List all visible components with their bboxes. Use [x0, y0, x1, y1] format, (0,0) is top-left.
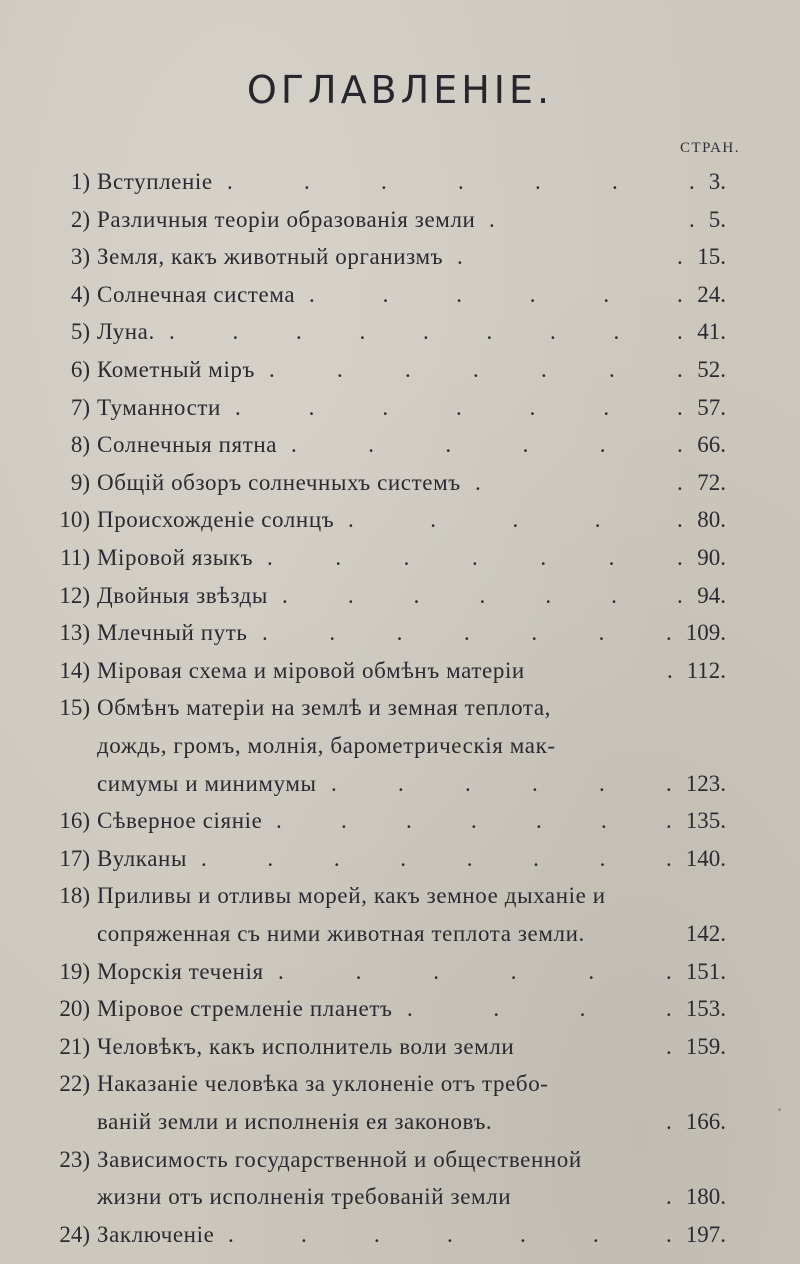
page-number: 72.	[697, 469, 726, 495]
entry-title: ваній земли и исполненія ея законовъ.	[97, 1109, 493, 1134]
entry-number: 19)	[59, 958, 90, 984]
leader-dot: .	[666, 845, 672, 871]
leader-dot: .	[291, 432, 297, 458]
leader-dot: .	[329, 620, 336, 646]
leader-dot: .	[169, 319, 175, 345]
page-number: 66.	[697, 432, 726, 458]
leader-dot: .	[666, 1033, 672, 1059]
entry-title: жизни отъ исполненія требованій земли	[97, 1184, 512, 1210]
leader-dot: .	[598, 620, 605, 646]
entry-number: 15)	[59, 695, 90, 721]
leader-dot: .	[473, 357, 479, 382]
leader-dot: .	[413, 582, 420, 608]
entry-number: 8)	[70, 432, 90, 458]
leader-dot: .	[355, 958, 362, 984]
leader-dot: .	[471, 808, 477, 834]
leader-dot: .	[341, 808, 347, 834]
leader-dot: .	[276, 808, 282, 834]
leader-dot: .	[486, 319, 493, 345]
entry-title: Міровая схема и міровой обмѣнъ матеріи	[97, 657, 525, 683]
toc-line	[0, 1103, 800, 1141]
leader-dot: .	[677, 545, 683, 570]
page-column-label: СТРАН.	[679, 140, 740, 156]
leader-dot: .	[359, 319, 366, 345]
leader-dot: .	[677, 582, 683, 608]
leader-dot: .	[333, 845, 340, 871]
leader-dot: .	[677, 319, 683, 345]
entry-title: дождь, громъ, молнія, барометрическія мак-	[97, 733, 556, 758]
toc-line	[0, 577, 800, 615]
leader-dot: .	[464, 620, 470, 646]
leader-dot: .	[458, 169, 464, 194]
entry-number: 1)	[70, 169, 90, 194]
leader-dot: .	[601, 808, 607, 834]
leader-dot: .	[533, 845, 539, 871]
leader-dot: .	[540, 545, 547, 570]
leader-dot: .	[309, 281, 315, 307]
leader-dot: .	[599, 845, 606, 871]
leader-dot: .	[308, 394, 315, 420]
toc-line	[0, 501, 800, 539]
leader-dot: .	[430, 507, 436, 533]
page-number: 153.	[685, 996, 726, 1022]
leader-dot: .	[531, 620, 538, 646]
page-number: 90.	[697, 545, 726, 570]
entry-title: симумы и минимумы	[97, 770, 317, 796]
leader-dot: .	[406, 808, 412, 834]
leader-dot: .	[381, 169, 387, 194]
entry-title: Міровой языкъ	[97, 545, 254, 570]
leader-dot: .	[677, 394, 683, 420]
entry-number: 4)	[70, 281, 90, 307]
entry-title: Человѣкъ, какъ исполнитель воли земли	[97, 1033, 515, 1059]
toc-line	[0, 1178, 800, 1216]
toc-line	[0, 727, 800, 765]
leader-dot: .	[456, 394, 462, 420]
leader-dot: .	[520, 1221, 526, 1247]
toc-line	[0, 1216, 800, 1254]
leader-dot: .	[609, 357, 615, 382]
leader-dot: .	[510, 958, 517, 984]
leader-dot: .	[535, 169, 541, 194]
page-number: 24.	[697, 281, 726, 307]
leader-dot: .	[677, 507, 683, 533]
leader-dot: .	[541, 357, 547, 382]
page-number: 140.	[685, 845, 726, 871]
leader-dot: .	[512, 507, 519, 533]
entry-title: Міровое стремленіе планетъ	[97, 996, 393, 1022]
leader-dot: .	[457, 244, 463, 270]
entry-title: Вулканы	[97, 845, 188, 871]
page-number: 159.	[685, 1033, 726, 1059]
leader-dot: .	[599, 432, 606, 458]
leader-dot: .	[396, 620, 403, 646]
entry-title: Обмѣнъ матеріи на землѣ и земная теплота,	[97, 695, 552, 721]
entry-number: 5)	[70, 319, 90, 345]
leader-dot: .	[465, 770, 471, 796]
leader-dot: .	[400, 845, 407, 871]
leader-dot: .	[593, 1221, 599, 1247]
leader-dot: .	[433, 958, 439, 984]
entry-number: 18)	[59, 883, 90, 909]
page-number: 135.	[685, 808, 726, 834]
page-number: 80.	[697, 507, 726, 533]
entry-number: 2)	[70, 206, 90, 232]
leader-dot: .	[677, 244, 683, 270]
leader-dot: .	[347, 582, 354, 608]
toc-line	[0, 539, 800, 577]
leader-dot: .	[374, 1221, 380, 1247]
page-number: 166.	[685, 1109, 726, 1134]
entry-title: Двойныя звѣзды	[97, 582, 268, 608]
leader-dot: .	[612, 169, 618, 194]
entry-title: Заключеніе	[97, 1221, 215, 1247]
entry-number: 9)	[70, 469, 90, 495]
leader-dot: .	[282, 582, 288, 608]
entry-number: 12)	[59, 582, 90, 608]
entry-number: 24)	[59, 1221, 90, 1247]
toc-line	[0, 1065, 800, 1103]
leader-dot: .	[545, 582, 552, 608]
leader-dot: .	[667, 657, 673, 683]
entry-title: Различныя теоріи образованія земли	[97, 206, 476, 232]
toc-line	[0, 765, 800, 803]
leader-dot: .	[529, 281, 536, 307]
leader-dot: .	[479, 582, 486, 608]
page-number: 94.	[697, 582, 726, 608]
leader-dot: .	[382, 281, 389, 307]
toc-line	[0, 313, 800, 351]
entry-number: 17)	[59, 845, 90, 871]
toc-line	[0, 1141, 800, 1179]
page-number: 5.	[708, 206, 726, 232]
page-number: 142.	[685, 921, 726, 946]
leader-dot: .	[475, 469, 481, 495]
entry-number: 10)	[59, 507, 90, 533]
leader-dot: .	[201, 845, 207, 871]
leader-dot: .	[262, 620, 268, 646]
entry-title: Сѣверное сіяніе	[97, 808, 263, 834]
leader-dot: .	[677, 469, 683, 495]
leader-dot: .	[337, 357, 343, 382]
paper-speck	[778, 1108, 781, 1111]
toc-line	[0, 163, 800, 201]
leader-dot: .	[666, 996, 672, 1022]
toc-line	[0, 802, 800, 840]
leader-dot: .	[331, 770, 337, 796]
toc-line	[0, 652, 800, 690]
leader-dot: .	[335, 545, 342, 570]
page-number: 41.	[697, 319, 726, 345]
leader-dot: .	[522, 432, 529, 458]
entry-title: Вступленіе	[97, 169, 213, 194]
toc-line	[0, 953, 800, 991]
leader-dot: .	[348, 507, 354, 533]
entry-title: Луна.	[97, 319, 155, 345]
leader-dot: .	[689, 169, 695, 194]
entry-title: Происхожденіе солнцъ	[97, 507, 335, 533]
entry-title: Солнечныя пятна	[97, 432, 278, 458]
page-number: 15.	[697, 244, 726, 270]
toc-line	[0, 238, 800, 276]
entry-title: Солнечная система	[97, 281, 296, 307]
leader-dot: .	[423, 319, 429, 345]
leader-dot: .	[594, 507, 601, 533]
leader-dot: .	[666, 770, 672, 796]
entry-title: Приливы и отливы морей, какъ земное дыханіе и	[97, 883, 606, 909]
leader-dot: .	[489, 206, 495, 232]
entry-title: Морскія теченія	[97, 958, 264, 984]
toc-line	[0, 877, 800, 915]
leader-dot: .	[447, 1221, 453, 1247]
leader-dot: .	[666, 1184, 672, 1210]
entry-number: 13)	[59, 620, 90, 646]
leader-dot: .	[232, 319, 239, 345]
leader-dot: .	[407, 996, 413, 1022]
entry-number: 16)	[59, 808, 90, 834]
entry-title: Наказаніе человѣка за уклоненіе отъ требо-	[97, 1071, 549, 1097]
toc-line	[0, 614, 800, 652]
leader-dot: .	[466, 845, 473, 871]
page-number: 197.	[685, 1221, 726, 1247]
entry-number: 20)	[59, 996, 90, 1022]
entry-number: 23)	[59, 1146, 90, 1172]
leader-dot: .	[666, 958, 672, 984]
toc-line	[0, 389, 800, 427]
leader-dot: .	[603, 394, 610, 420]
leader-dot: .	[296, 319, 302, 345]
leader-dot: .	[677, 357, 683, 382]
page-number: 109.	[685, 620, 726, 646]
leader-dot: .	[689, 206, 695, 232]
entry-title: Общій обзоръ солнечныхъ системъ	[97, 469, 461, 495]
leader-dot: .	[529, 394, 536, 420]
leader-dot: .	[536, 808, 542, 834]
leader-dot: .	[493, 996, 500, 1022]
entry-title: Кометный міръ	[97, 357, 256, 382]
entry-title: Земля, какъ животный организмъ	[97, 244, 444, 270]
leader-dot: .	[403, 545, 410, 570]
toc-line	[0, 915, 800, 953]
leader-dot: .	[267, 845, 274, 871]
leader-dot: .	[267, 545, 273, 570]
page-number: 151.	[685, 958, 726, 984]
leader-dot: .	[445, 432, 452, 458]
entry-number: 11)	[60, 545, 90, 570]
leader-dot: .	[613, 319, 620, 345]
leader-dot: .	[532, 770, 538, 796]
leader-dot: .	[677, 432, 683, 458]
leader-dot: .	[588, 958, 595, 984]
entry-title: Туманности	[97, 394, 221, 420]
toc-line	[0, 840, 800, 878]
toc-line	[0, 689, 800, 727]
page-number: 112.	[686, 657, 726, 683]
leader-dot: .	[579, 996, 586, 1022]
toc-line	[0, 276, 800, 314]
leader-dot: .	[472, 545, 478, 570]
page-number: 57.	[697, 394, 726, 420]
leader-dot: .	[398, 770, 404, 796]
leader-dot: .	[550, 319, 556, 345]
entry-number: 21)	[59, 1033, 90, 1059]
toc-line	[0, 1028, 800, 1066]
leader-dot: .	[456, 281, 462, 307]
toc-line	[0, 464, 800, 502]
leader-dot: .	[666, 1109, 672, 1134]
leader-dot: .	[603, 281, 610, 307]
leader-dot: .	[666, 1221, 672, 1247]
leader-dot: .	[269, 357, 275, 382]
leader-dot: .	[405, 357, 411, 382]
leader-dot: .	[278, 958, 284, 984]
toc-line	[0, 351, 800, 389]
entry-number: 22)	[59, 1071, 90, 1097]
entry-title: сопряженная съ ними животная теплота земли.	[97, 921, 585, 946]
entry-number: 3)	[70, 244, 90, 270]
toc-line	[0, 426, 800, 464]
entry-number: 14)	[59, 657, 90, 683]
leader-dot: .	[228, 1221, 234, 1247]
entry-title: Зависимость государственной и общественной	[97, 1146, 582, 1172]
page-title: ОГЛАВЛЕНІЕ.	[246, 68, 554, 112]
entry-number: 7)	[70, 394, 90, 420]
leader-dot: .	[235, 394, 241, 420]
toc-line	[0, 201, 800, 239]
page-number: 52.	[697, 357, 726, 382]
leader-dot: .	[301, 1221, 307, 1247]
leader-dot: .	[304, 169, 310, 194]
page-number: 3.	[708, 169, 726, 194]
entry-number: 6)	[70, 357, 90, 382]
page-number: 123.	[685, 770, 726, 796]
leader-dot: .	[227, 169, 233, 194]
leader-dot: .	[599, 770, 605, 796]
leader-dot: .	[608, 545, 615, 570]
leader-dot: .	[382, 394, 389, 420]
toc-line	[0, 990, 800, 1028]
leader-dot: .	[666, 808, 672, 834]
page-number: 180.	[685, 1184, 726, 1210]
entry-title: Млечный путь	[97, 620, 248, 646]
leader-dot: .	[368, 432, 374, 458]
leader-dot: .	[611, 582, 617, 608]
leader-dot: .	[666, 620, 672, 646]
leader-dot: .	[677, 281, 683, 307]
